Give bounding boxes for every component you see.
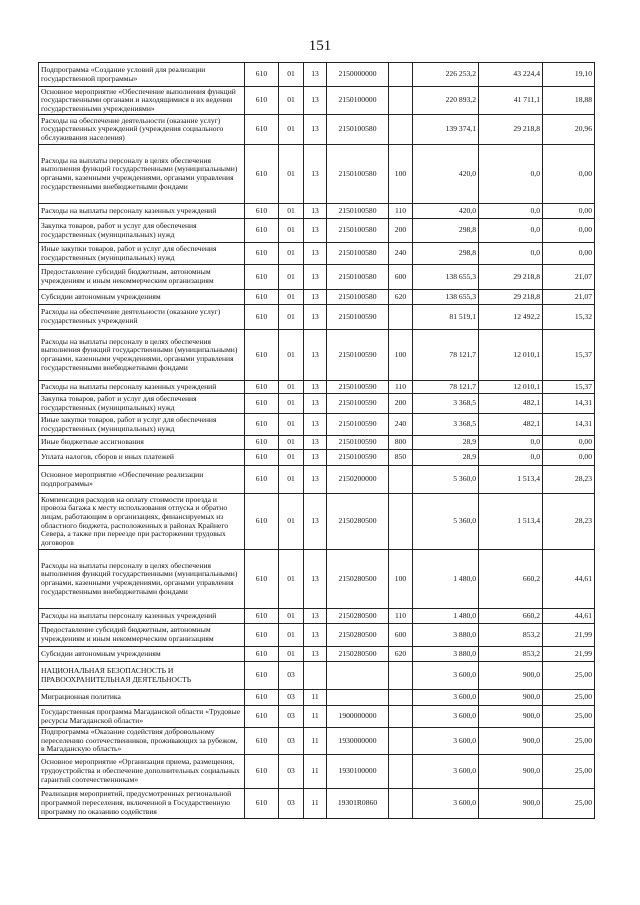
row-name: Основное мероприятие «Обеспечение выполнения функций государственными органами и находящимися в их ведении государственными учреждениями» <box>39 87 245 115</box>
cell-executed: 0,0 <box>479 219 543 243</box>
cell-grbs: 610 <box>245 550 279 609</box>
cell-approved: 1 480,0 <box>413 550 479 609</box>
cell-approved: 138 655,3 <box>413 290 479 305</box>
cell-expense-type <box>389 305 413 330</box>
table-row <box>39 115 595 145</box>
cell-executed: 900,0 <box>479 690 543 706</box>
cell-target-article: 2150280500 <box>327 624 389 647</box>
cell-expense-type <box>389 662 413 690</box>
cell-target-article: 2150100590 <box>327 305 389 330</box>
cell-subsection: 13 <box>304 609 327 624</box>
cell-expense-type <box>389 788 413 818</box>
cell-percent: 20,96 <box>543 115 595 145</box>
cell-executed: 900,0 <box>479 706 543 728</box>
cell-section: 01 <box>279 394 304 414</box>
cell-percent: 18,88 <box>543 87 595 115</box>
cell-grbs: 610 <box>245 290 279 305</box>
table-row <box>39 754 595 788</box>
cell-expense-type <box>389 690 413 706</box>
cell-executed: 43 224,4 <box>479 63 543 87</box>
cell-grbs: 610 <box>245 609 279 624</box>
cell-section: 01 <box>279 219 304 243</box>
cell-subsection: 13 <box>304 647 327 662</box>
cell-percent: 0,00 <box>543 204 595 219</box>
cell-expense-type <box>389 728 413 755</box>
cell-expense-type: 100 <box>389 550 413 609</box>
cell-expense-type: 240 <box>389 414 413 436</box>
cell-percent: 25,00 <box>543 662 595 690</box>
row-name: Предоставление субсидий бюджетным, автономным учреждениям и иным некоммерческим организациям <box>39 624 245 647</box>
cell-percent: 28,23 <box>543 494 595 550</box>
cell-percent: 0,00 <box>543 243 595 265</box>
cell-subsection: 13 <box>304 550 327 609</box>
cell-section: 03 <box>279 728 304 755</box>
cell-executed: 660,2 <box>479 550 543 609</box>
cell-subsection: 13 <box>304 63 327 87</box>
cell-target-article: 2150100580 <box>327 219 389 243</box>
cell-expense-type: 600 <box>389 624 413 647</box>
cell-percent: 21,99 <box>543 647 595 662</box>
cell-subsection: 13 <box>304 414 327 436</box>
cell-expense-type: 100 <box>389 145 413 204</box>
cell-percent: 25,00 <box>543 690 595 706</box>
cell-grbs: 610 <box>245 436 279 450</box>
cell-section: 01 <box>279 450 304 466</box>
cell-approved: 1 480,0 <box>413 609 479 624</box>
cell-percent: 0,00 <box>543 436 595 450</box>
cell-percent: 25,00 <box>543 788 595 818</box>
cell-expense-type: 600 <box>389 265 413 290</box>
cell-percent: 19,10 <box>543 63 595 87</box>
cell-expense-type: 110 <box>389 204 413 219</box>
cell-grbs: 610 <box>245 706 279 728</box>
cell-target-article: 2150280500 <box>327 494 389 550</box>
row-name: Предоставление субсидий бюджетным, автономным учреждениям и иным некоммерческим организациям <box>39 265 245 290</box>
cell-target-article: 2150100590 <box>327 414 389 436</box>
cell-approved: 3 600,0 <box>413 754 479 788</box>
cell-target-article: 2150280500 <box>327 550 389 609</box>
cell-grbs: 610 <box>245 87 279 115</box>
cell-expense-type: 110 <box>389 381 413 394</box>
cell-section: 01 <box>279 414 304 436</box>
cell-grbs: 610 <box>245 145 279 204</box>
cell-expense-type <box>389 494 413 550</box>
cell-section: 01 <box>279 550 304 609</box>
cell-subsection: 13 <box>304 330 327 381</box>
cell-target-article: 2150000000 <box>327 63 389 87</box>
row-name: Расходы на обеспечение деятельности (оказание услуг) государственных учреждений (учреждения социального обслуживания населения) <box>39 115 245 145</box>
cell-approved: 139 374,1 <box>413 115 479 145</box>
table-row <box>39 728 595 755</box>
cell-target-article: 2150100590 <box>327 381 389 394</box>
cell-approved: 138 655,3 <box>413 265 479 290</box>
cell-target-article: 19301R0860 <box>327 788 389 818</box>
cell-section: 01 <box>279 381 304 394</box>
cell-percent: 0,00 <box>543 450 595 466</box>
cell-grbs: 610 <box>245 381 279 394</box>
cell-subsection: 13 <box>304 243 327 265</box>
budget-table <box>38 62 595 819</box>
cell-executed: 12 492,2 <box>479 305 543 330</box>
row-name: Расходы на выплаты персоналу казенных учреждений <box>39 381 245 394</box>
table-row <box>39 414 595 436</box>
cell-section: 01 <box>279 466 304 494</box>
cell-expense-type <box>389 754 413 788</box>
row-name: Субсидии автономным учреждениям <box>39 647 245 662</box>
cell-executed: 853,2 <box>479 647 543 662</box>
table-row <box>39 265 595 290</box>
row-name: Иные бюджетные ассигнования <box>39 436 245 450</box>
cell-executed: 900,0 <box>479 728 543 755</box>
cell-executed: 12 010,1 <box>479 381 543 394</box>
cell-subsection: 13 <box>304 450 327 466</box>
cell-executed: 0,0 <box>479 450 543 466</box>
table-row <box>39 145 595 204</box>
cell-target-article: 1930100000 <box>327 754 389 788</box>
table-row <box>39 788 595 818</box>
cell-expense-type: 850 <box>389 450 413 466</box>
cell-percent: 44,61 <box>543 609 595 624</box>
cell-approved: 81 519,1 <box>413 305 479 330</box>
cell-expense-type <box>389 87 413 115</box>
cell-grbs: 610 <box>245 204 279 219</box>
cell-approved: 28,9 <box>413 450 479 466</box>
row-name: НАЦИОНАЛЬНАЯ БЕЗОПАСНОСТЬ И ПРАВООХРАНИТЕЛЬНАЯ ДЕЯТЕЛЬНОСТЬ <box>39 662 245 690</box>
cell-percent: 25,00 <box>543 728 595 755</box>
row-name: Расходы на выплаты персоналу казенных учреждений <box>39 609 245 624</box>
cell-target-article <box>327 690 389 706</box>
table-row <box>39 330 595 381</box>
table-row <box>39 305 595 330</box>
row-name: Расходы на выплаты персоналу в целях обеспечения выполнения функций государственными (муниципальными) органами, казенными учреждениями, органами управления государственными внебюджетными фондами <box>39 550 245 609</box>
cell-section: 01 <box>279 330 304 381</box>
cell-executed: 12 010,1 <box>479 330 543 381</box>
cell-subsection: 11 <box>304 728 327 755</box>
cell-section: 01 <box>279 624 304 647</box>
row-name: Расходы на выплаты персоналу в целях обеспечения выполнения функций государственными (муниципальными) органами, казенными учреждениями, органами управления государственными внебюджетными фондами <box>39 330 245 381</box>
cell-grbs: 610 <box>245 305 279 330</box>
cell-section: 01 <box>279 265 304 290</box>
cell-executed: 29 218,8 <box>479 290 543 305</box>
cell-expense-type: 200 <box>389 219 413 243</box>
cell-grbs: 610 <box>245 728 279 755</box>
cell-executed: 29 218,8 <box>479 115 543 145</box>
cell-target-article: 2150100590 <box>327 436 389 450</box>
row-name: Закупка товаров, работ и услуг для обеспечения государственных (муниципальных) нужд <box>39 219 245 243</box>
cell-approved: 3 368,5 <box>413 394 479 414</box>
cell-percent: 25,00 <box>543 754 595 788</box>
cell-section: 01 <box>279 63 304 87</box>
cell-grbs: 610 <box>245 647 279 662</box>
cell-subsection <box>304 662 327 690</box>
cell-target-article: 2150100590 <box>327 394 389 414</box>
cell-expense-type: 620 <box>389 290 413 305</box>
cell-percent: 14,31 <box>543 414 595 436</box>
table-row <box>39 690 595 706</box>
row-name: Миграционная политика <box>39 690 245 706</box>
cell-approved: 226 253,2 <box>413 63 479 87</box>
cell-percent: 21,99 <box>543 624 595 647</box>
cell-section: 01 <box>279 494 304 550</box>
table-row <box>39 204 595 219</box>
cell-target-article: 2150100580 <box>327 115 389 145</box>
cell-grbs: 610 <box>245 219 279 243</box>
cell-section: 01 <box>279 243 304 265</box>
cell-target-article: 2150100580 <box>327 243 389 265</box>
cell-approved: 3 600,0 <box>413 662 479 690</box>
table-row <box>39 436 595 450</box>
cell-percent: 0,00 <box>543 145 595 204</box>
cell-expense-type <box>389 706 413 728</box>
cell-percent: 0,00 <box>543 219 595 243</box>
cell-approved: 3 880,0 <box>413 647 479 662</box>
cell-expense-type <box>389 466 413 494</box>
cell-expense-type: 240 <box>389 243 413 265</box>
cell-subsection: 13 <box>304 381 327 394</box>
row-name: Государственная программа Магаданской области «Трудовые ресурсы Магаданской области» <box>39 706 245 728</box>
cell-target-article: 2150100000 <box>327 87 389 115</box>
cell-subsection: 13 <box>304 87 327 115</box>
row-name: Основное мероприятие «Организация приема, размещения, трудоустройства и обеспечение дополнительных социальных гарантий соотечественникам» <box>39 754 245 788</box>
row-name: Подпрограмма «Создание условий для реализации государственной программы» <box>39 63 245 87</box>
cell-executed: 0,0 <box>479 243 543 265</box>
cell-expense-type: 110 <box>389 609 413 624</box>
cell-grbs: 610 <box>245 494 279 550</box>
table-row <box>39 550 595 609</box>
cell-subsection: 13 <box>304 204 327 219</box>
cell-expense-type: 100 <box>389 330 413 381</box>
cell-section: 01 <box>279 145 304 204</box>
cell-executed: 0,0 <box>479 436 543 450</box>
cell-subsection: 13 <box>304 436 327 450</box>
cell-approved: 5 360,0 <box>413 466 479 494</box>
cell-section: 01 <box>279 647 304 662</box>
row-name: Расходы на выплаты персоналу в целях обеспечения выполнения функций государственными (муниципальными) органами, казенными учреждениями, органами управления государственными внебюджетными фондами <box>39 145 245 204</box>
cell-section: 01 <box>279 87 304 115</box>
cell-approved: 420,0 <box>413 204 479 219</box>
cell-subsection: 11 <box>304 690 327 706</box>
cell-subsection: 11 <box>304 706 327 728</box>
cell-section: 03 <box>279 754 304 788</box>
cell-grbs: 610 <box>245 466 279 494</box>
cell-target-article: 2150100580 <box>327 204 389 219</box>
table-row <box>39 706 595 728</box>
cell-approved: 3 368,5 <box>413 414 479 436</box>
cell-approved: 420,0 <box>413 145 479 204</box>
cell-executed: 0,0 <box>479 204 543 219</box>
cell-target-article: 1900000000 <box>327 706 389 728</box>
cell-approved: 298,8 <box>413 219 479 243</box>
cell-executed: 29 218,8 <box>479 265 543 290</box>
cell-expense-type: 620 <box>389 647 413 662</box>
cell-executed: 0,0 <box>479 145 543 204</box>
table-row <box>39 381 595 394</box>
cell-executed: 660,2 <box>479 609 543 624</box>
cell-grbs: 610 <box>245 754 279 788</box>
table-row <box>39 494 595 550</box>
table-row <box>39 394 595 414</box>
cell-approved: 28,9 <box>413 436 479 450</box>
cell-section: 01 <box>279 609 304 624</box>
cell-grbs: 610 <box>245 690 279 706</box>
row-name: Реализация мероприятий, предусмотренных региональной программой переселения, включенной в Государственную программу по оказанию содействия <box>39 788 245 818</box>
cell-percent: 44,61 <box>543 550 595 609</box>
cell-approved: 5 360,0 <box>413 494 479 550</box>
cell-subsection: 13 <box>304 394 327 414</box>
cell-subsection: 13 <box>304 290 327 305</box>
cell-grbs: 610 <box>245 330 279 381</box>
cell-percent: 15,32 <box>543 305 595 330</box>
cell-approved: 220 893,2 <box>413 87 479 115</box>
cell-grbs: 610 <box>245 624 279 647</box>
cell-subsection: 13 <box>304 219 327 243</box>
cell-subsection: 13 <box>304 305 327 330</box>
table-row <box>39 219 595 243</box>
cell-section: 01 <box>279 305 304 330</box>
cell-executed: 482,1 <box>479 414 543 436</box>
table-row <box>39 243 595 265</box>
cell-subsection: 11 <box>304 788 327 818</box>
row-name: Основное мероприятие «Обеспечение реализации подпрограммы» <box>39 466 245 494</box>
cell-grbs: 610 <box>245 662 279 690</box>
cell-approved: 3 600,0 <box>413 728 479 755</box>
table-row <box>39 609 595 624</box>
cell-grbs: 610 <box>245 414 279 436</box>
cell-executed: 1 513,4 <box>479 494 543 550</box>
cell-approved: 298,8 <box>413 243 479 265</box>
cell-target-article: 2150100590 <box>327 450 389 466</box>
cell-executed: 41 711,1 <box>479 87 543 115</box>
cell-target-article: 2150100590 <box>327 330 389 381</box>
cell-section: 01 <box>279 204 304 219</box>
cell-section: 03 <box>279 788 304 818</box>
table-row <box>39 466 595 494</box>
cell-subsection: 13 <box>304 624 327 647</box>
cell-percent: 21,07 <box>543 265 595 290</box>
cell-subsection: 11 <box>304 754 327 788</box>
row-name: Расходы на выплаты персоналу казенных учреждений <box>39 204 245 219</box>
cell-percent: 15,37 <box>543 381 595 394</box>
cell-subsection: 13 <box>304 265 327 290</box>
cell-approved: 78 121,7 <box>413 381 479 394</box>
cell-executed: 1 513,4 <box>479 466 543 494</box>
cell-grbs: 610 <box>245 63 279 87</box>
row-name: Компенсация расходов на оплату стоимости проезда и провоза багажа к месту использования отпуска и обратно лицам, работающим в организациях, финансируемых из областного бюджета, расположенных в районах Крайнего Севера, а также при переезде при расторжении трудовых договоров <box>39 494 245 550</box>
cell-subsection: 13 <box>304 115 327 145</box>
cell-target-article: 2150280500 <box>327 609 389 624</box>
cell-section: 01 <box>279 115 304 145</box>
row-name: Подпрограмма «Оказание содействия добровольному переселению соотечественников, проживающих за рубежом, в Магаданскую область» <box>39 728 245 755</box>
row-name: Иные закупки товаров, работ и услуг для обеспечения государственных (муниципальных) нужд <box>39 414 245 436</box>
cell-approved: 3 880,0 <box>413 624 479 647</box>
cell-grbs: 610 <box>245 265 279 290</box>
cell-section: 03 <box>279 662 304 690</box>
table-row <box>39 647 595 662</box>
cell-target-article: 2150100580 <box>327 290 389 305</box>
cell-target-article: 2150100580 <box>327 265 389 290</box>
row-name: Иные закупки товаров, работ и услуг для обеспечения государственных (муниципальных) нужд <box>39 243 245 265</box>
cell-target-article: 2150100580 <box>327 145 389 204</box>
cell-target-article: 2150200000 <box>327 466 389 494</box>
table-row <box>39 290 595 305</box>
table-row <box>39 63 595 87</box>
cell-section: 03 <box>279 706 304 728</box>
cell-section: 01 <box>279 290 304 305</box>
cell-grbs: 610 <box>245 450 279 466</box>
row-name: Субсидии автономным учреждениям <box>39 290 245 305</box>
row-name: Расходы на обеспечение деятельности (оказание услуг) государственных учреждений <box>39 305 245 330</box>
table-row <box>39 662 595 690</box>
cell-grbs: 610 <box>245 788 279 818</box>
page-number: 151 <box>308 38 332 54</box>
cell-executed: 900,0 <box>479 662 543 690</box>
cell-approved: 3 600,0 <box>413 690 479 706</box>
cell-expense-type: 200 <box>389 394 413 414</box>
cell-approved: 3 600,0 <box>413 706 479 728</box>
cell-executed: 482,1 <box>479 394 543 414</box>
cell-target-article <box>327 662 389 690</box>
table-row <box>39 450 595 466</box>
row-name: Уплата налогов, сборов и иных платежей <box>39 450 245 466</box>
cell-executed: 900,0 <box>479 754 543 788</box>
cell-expense-type <box>389 115 413 145</box>
cell-section: 01 <box>279 436 304 450</box>
table-body <box>39 63 595 819</box>
table-row <box>39 87 595 115</box>
cell-grbs: 610 <box>245 394 279 414</box>
cell-subsection: 13 <box>304 466 327 494</box>
cell-grbs: 610 <box>245 243 279 265</box>
cell-target-article: 1930000000 <box>327 728 389 755</box>
cell-expense-type <box>389 63 413 87</box>
cell-approved: 78 121,7 <box>413 330 479 381</box>
cell-expense-type: 800 <box>389 436 413 450</box>
table-row <box>39 624 595 647</box>
cell-target-article: 2150280500 <box>327 647 389 662</box>
row-name: Закупка товаров, работ и услуг для обеспечения государственных (муниципальных) нужд <box>39 394 245 414</box>
cell-percent: 25,00 <box>543 706 595 728</box>
cell-executed: 900,0 <box>479 788 543 818</box>
cell-executed: 853,2 <box>479 624 543 647</box>
cell-percent: 21,07 <box>543 290 595 305</box>
cell-percent: 15,37 <box>543 330 595 381</box>
cell-subsection: 13 <box>304 494 327 550</box>
cell-subsection: 13 <box>304 145 327 204</box>
cell-approved: 3 600,0 <box>413 788 479 818</box>
cell-percent: 14,31 <box>543 394 595 414</box>
cell-section: 03 <box>279 690 304 706</box>
cell-percent: 28,23 <box>543 466 595 494</box>
cell-grbs: 610 <box>245 115 279 145</box>
